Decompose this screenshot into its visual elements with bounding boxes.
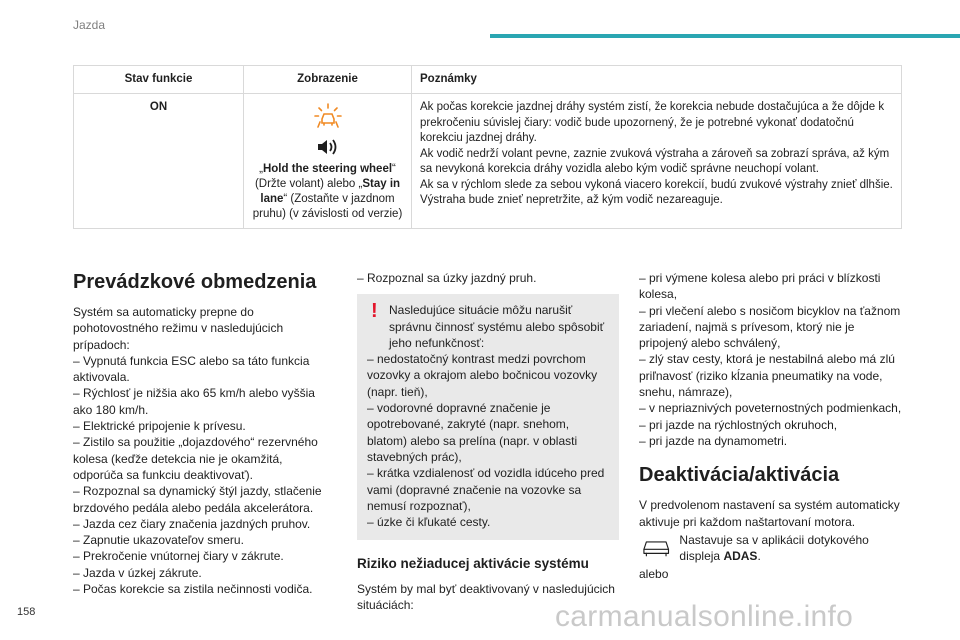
list-item: – Vypnutá funkcia ESC alebo sa táto funkcia aktivovala. <box>73 353 310 385</box>
list-item: – Rozpoznal sa dynamický štýl jazdy, stlačenie brzdového pedála alebo pedála akcelerátora. <box>73 484 322 515</box>
note-paragraph: Ak počas korekcie jazdnej dráhy systém zistí, že korekcia nebude dostačujúca a že dôjde k prekročeniu súvislej čiary: vodič bude upozornený, že je potrebné vykonať dodatočnú korekciu jazdnej dráhy. <box>420 101 885 144</box>
list-item: – v nepriaznivých poveternostných podmienkach, <box>639 401 902 416</box>
exclamation-icon: ! <box>371 300 378 323</box>
note-paragraph: Ak vodič nedrží volant pevne, zaznie zvuková výstraha a zároveň sa zobrazí správa, až kým sa nevykoná korekcia dráhy vozidla alebo kým vodič správne neuchopí volant. <box>420 147 890 175</box>
notes-cell <box>412 94 902 229</box>
list-item: – pri vlečení alebo s nosičom bicyklov na ťažnom zariadení, najmä s prívesom, ktorý nie je pripojený alebo schválený, <box>639 303 901 351</box>
section-title-limitations: Prevádzkové obmedzenia <box>73 271 317 293</box>
list-item: – Zistilo sa použitie „dojazdového“ rezervného kolesa (keďže detekcia nie je okamžitá, odporúča sa funkciu deaktivovať). <box>73 435 318 482</box>
display-cell <box>244 94 412 229</box>
state-cell: ON <box>74 94 244 229</box>
feature-table <box>73 65 902 229</box>
deactivation-text: V predvolenom nastavení sa systém automaticky aktivuje pri každom naštartovaní motora. <box>639 498 900 529</box>
display-text: „Hold the steering wheel“ (Držte volant) alebo „Stay in lane“ (Zostaňte v jazdnom pruhu) (v závislosti od verzie) <box>252 163 403 220</box>
warning-item: – krátka vzdialenosť od vozidla idúceho pred vami (dopravné značenie na vozovke sa nemusí rozpoznať), <box>367 466 605 513</box>
warning-item: – úzke či kľukaté cesty. <box>367 515 491 530</box>
alebo-text: alebo <box>639 567 669 582</box>
list-item: – zlý stav cesty, ktorá je nestabilná alebo má zlú priľnavosť (riziko kĺzania pneumatiky na vode, snehu, námraze), <box>639 352 895 400</box>
list-item: – Rýchlosť je nižšia ako 65 km/h alebo vyššia ako 180 km/h. <box>73 386 315 417</box>
warning-item: – nedostatočný kontrast medzi povrchom vozovky a okrajom alebo bočnicou vozovky (napr. tieň), <box>367 352 598 399</box>
column-right <box>639 270 904 583</box>
section-label: Jazda <box>73 18 106 32</box>
adas-instruction-text: Nastavuje sa v aplikácii dotykového displeja ADAS. <box>679 532 869 564</box>
column-middle <box>357 270 619 613</box>
table-row <box>74 94 902 229</box>
section-title-deactivation: Deaktivácia/aktivácia <box>639 464 840 487</box>
list-item: – pri jazde na rýchlostných okruhoch, <box>639 417 838 432</box>
list-item: – pri jazde na dynamometri. <box>639 433 788 448</box>
warning-lead: Nasledujúce situácie môžu narušiť správnu činnosť systému alebo spôsobiť jeho nefunkčnosť: <box>389 303 605 350</box>
lane-keep-warning-icon <box>313 102 343 132</box>
list-item: – Prekročenie vnútornej čiary v zákrute. <box>73 549 284 564</box>
list-item: – Rozpoznal sa úzky jazdný pruh. <box>357 271 537 285</box>
header-accent-bar <box>490 34 960 38</box>
warning-box <box>357 294 619 540</box>
list-item: – Jazda v úzkej zákrute. <box>73 565 202 580</box>
list-item: – Zapnutie ukazovateľov smeru. <box>73 533 244 548</box>
intro-text: Systém sa automaticky prepne do pohotovostného režimu v nasledujúcich prípadoch: <box>73 305 284 352</box>
list-item: – pri výmene kolesa alebo pri práci v blízkosti kolesa, <box>639 271 881 302</box>
subsection-text: Systém by mal byť deaktivovaný v nasledujúcich situáciách: <box>357 581 615 613</box>
header-notes: Poznámky <box>412 66 902 94</box>
list-item: – Počas korekcie sa zistila nečinnosti vodiča. <box>73 582 313 597</box>
list-item: – Elektrické pripojenie k prívesu. <box>73 419 246 434</box>
adas-instruction <box>639 532 904 565</box>
header-state: Stav funkcie <box>74 66 244 94</box>
column-limitations <box>73 270 328 597</box>
watermark-text: carmanualsonline.info <box>555 600 854 633</box>
car-icon <box>639 532 673 560</box>
subsection-title: Riziko nežiaducej aktivácie systému <box>357 556 589 572</box>
page-number: 158 <box>17 606 36 618</box>
speaker-sound-icon <box>315 136 341 158</box>
list-item: – Jazda cez čiary značenia jazdných pruhov. <box>73 516 311 531</box>
note-paragraph: Ak sa v rýchlom slede za sebou vykoná viacero korekcií, budú zvukové výstrahy znieť dlhšie. Výstraha bude znieť nepretržite, až kým vodič nezareaguje. <box>420 178 893 206</box>
header-display: Zobrazenie <box>244 66 412 94</box>
warning-item: – vodorovné dopravné značenie je opotrebované, zakryté (napr. snehom, blatom) alebo sa prelína (napr. v oblasti stavebných prác), <box>367 401 578 464</box>
